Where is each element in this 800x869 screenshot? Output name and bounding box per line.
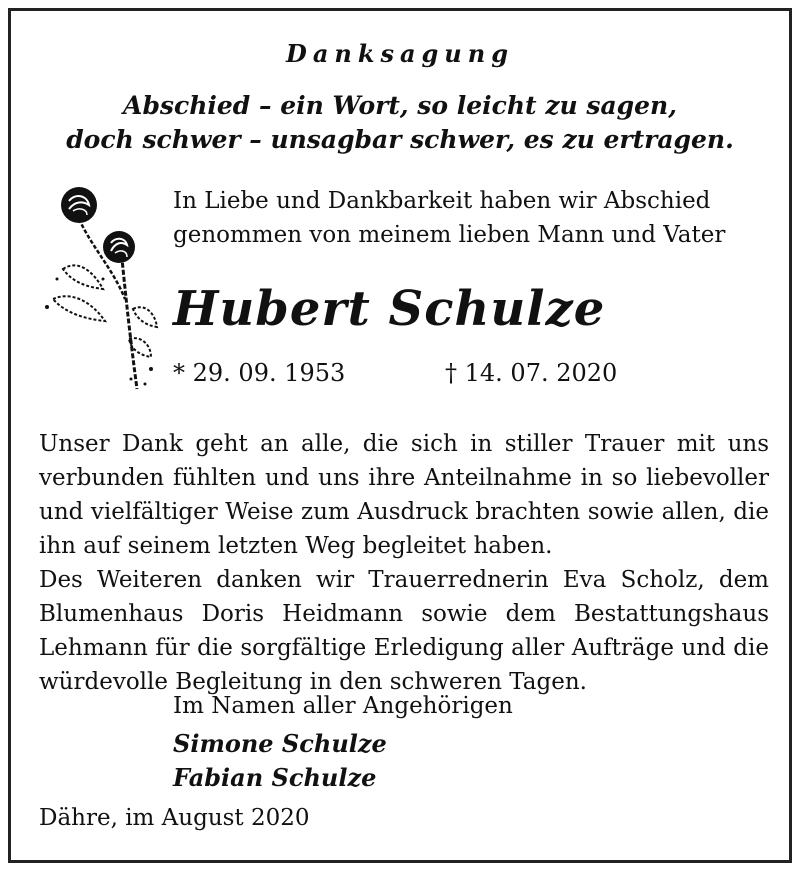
place-date: Dähre, im August 2020 bbox=[39, 805, 310, 831]
signer-name: Fabian Schulze bbox=[173, 763, 377, 792]
motto-line-2: doch schwer – unsagbar schwer, es zu ertragen. bbox=[66, 125, 734, 154]
signer-name: Simone Schulze bbox=[173, 729, 387, 758]
thanks-paragraph-2: Des Weiteren danken wir Trauerrednerin Eva Scholz, dem Blumenhaus Doris Heidmann sowie dem Bestattungshaus Lehmann für die sorgfältige Erledigung aller Aufträge und die würdevolle Begleitung in den schweren Tagen. bbox=[39, 567, 769, 695]
notice-heading: Danksagung bbox=[286, 39, 514, 68]
birth-date: * 29. 09. 1953 bbox=[173, 359, 346, 387]
intro-line-1: In Liebe und Dankbarkeit haben wir Abschied bbox=[173, 188, 711, 214]
notice-frame bbox=[8, 8, 792, 863]
signature-intro: Im Namen aller Angehörigen bbox=[173, 693, 513, 719]
thanks-paragraph-1: Unser Dank geht an alle, die sich in stiller Trauer mit uns verbunden fühlten und uns ihre Anteilnahme in so liebevoller und vielfältiger Weise zum Ausdruck brachten sowie allen, die ihn auf seinem letzten Weg begleitet haben. bbox=[39, 431, 769, 559]
death-date: † 14. 07. 2020 bbox=[445, 359, 618, 387]
notice-content bbox=[11, 11, 789, 860]
rose-illustration bbox=[33, 179, 163, 394]
motto-line-1: Abschied – ein Wort, so leicht zu sagen, bbox=[123, 91, 677, 120]
deceased-name: Hubert Schulze bbox=[173, 281, 606, 337]
thanks-text bbox=[39, 427, 769, 699]
intro-line-2: genommen von meinem lieben Mann und Vater bbox=[173, 222, 726, 248]
